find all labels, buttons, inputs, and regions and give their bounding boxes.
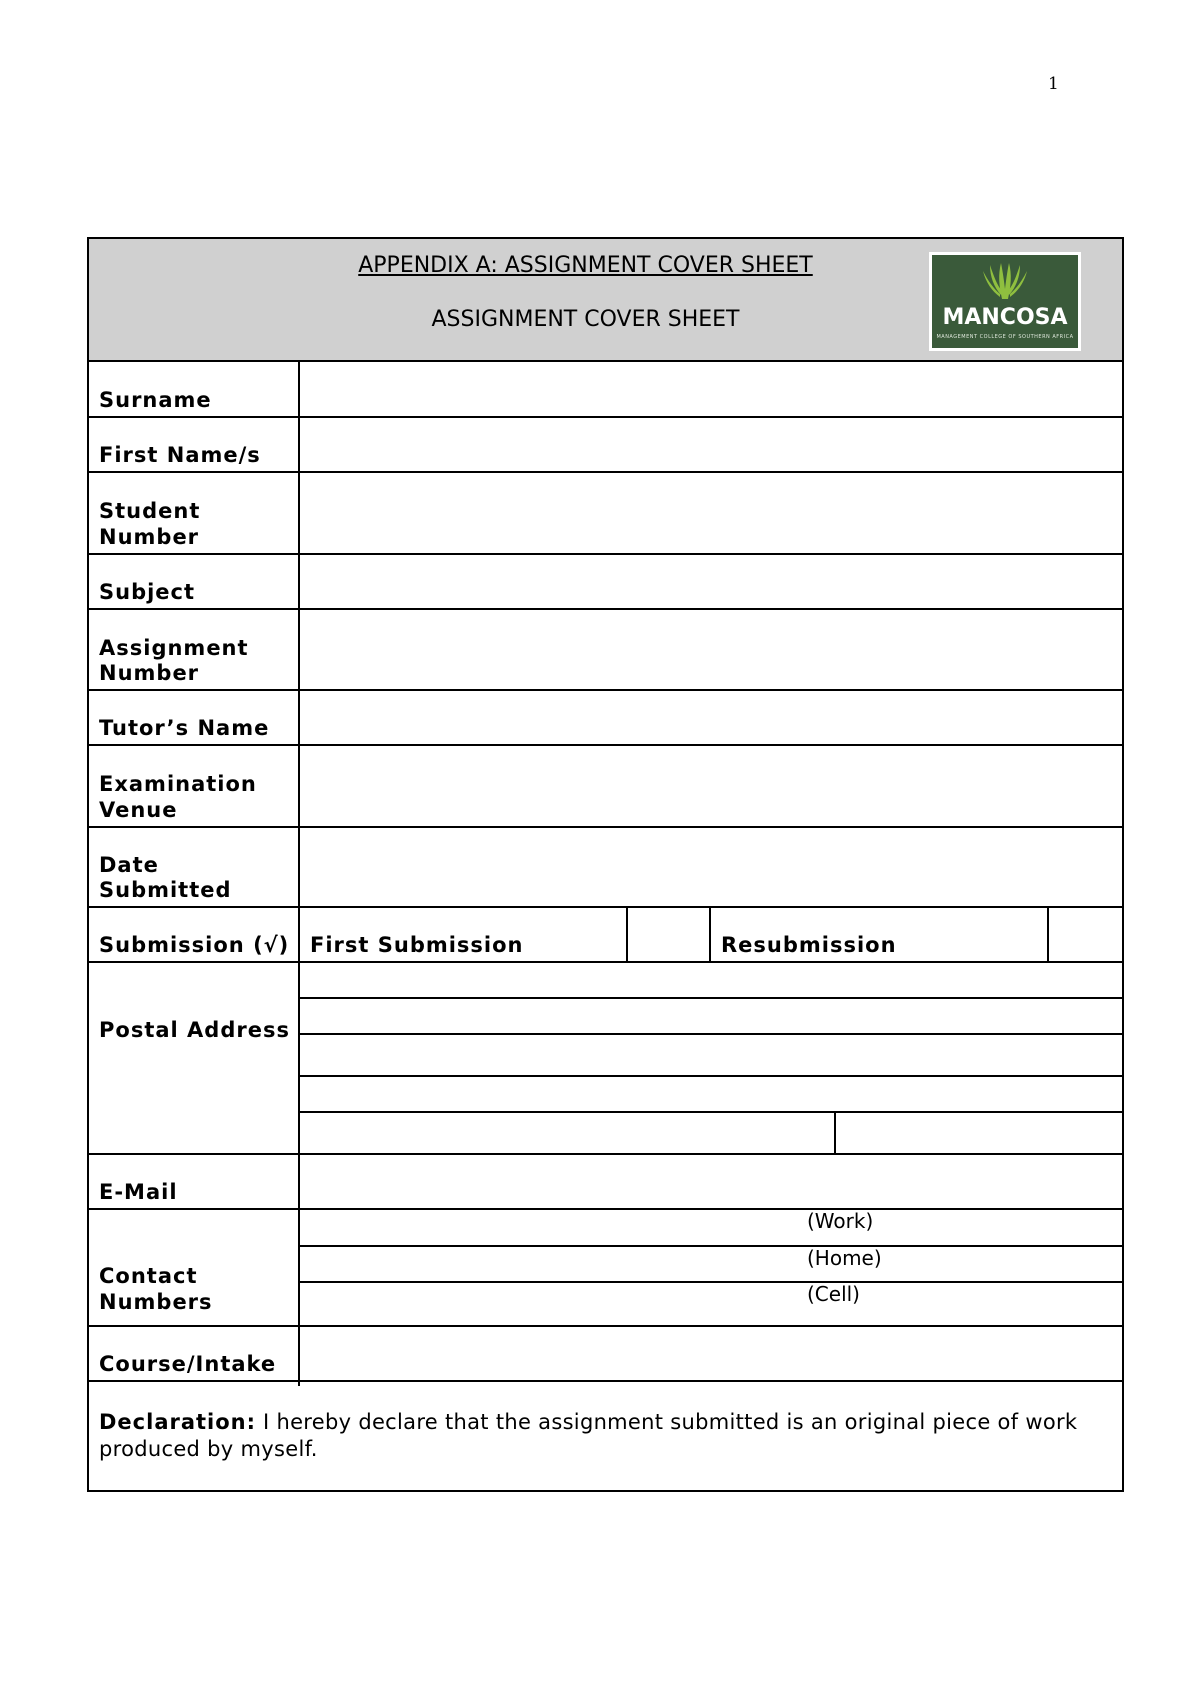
cover-sheet-title: ASSIGNMENT COVER SHEET — [431, 307, 740, 332]
declaration-label: Declaration: — [99, 1410, 257, 1434]
student-number-label-line2: Number — [99, 525, 200, 549]
tutor-name-label: Tutor’s Name — [99, 716, 270, 740]
row-border — [89, 553, 1122, 555]
row-border — [89, 826, 1122, 828]
resubmission-label: Resubmission — [721, 933, 897, 957]
date-submitted-label-line2: Submitted — [99, 878, 232, 902]
contact-home-label: (Home) — [807, 1246, 882, 1270]
contact-cell-label: (Cell) — [807, 1282, 860, 1306]
declaration — [99, 1409, 1109, 1463]
row-border — [89, 1153, 1122, 1155]
postal-line — [298, 1033, 1122, 1035]
row-border — [89, 1208, 1122, 1210]
declaration-text: I hereby declare that the assignment submitted is an original piece of work produced by myself. — [99, 1410, 1078, 1461]
contact-numbers-label-line2: Numbers — [99, 1290, 213, 1314]
mancosa-logo — [929, 252, 1081, 351]
contact-numbers-label-line1: Contact — [99, 1264, 198, 1288]
assignment-number-label-line2: Number — [99, 661, 200, 685]
contact-line — [298, 1245, 1122, 1247]
logo-wordmark: MANCOSA — [942, 305, 1068, 330]
postal-code-divider — [834, 1111, 836, 1153]
assignment-cover-sheet-form — [87, 237, 1124, 1492]
row-border — [89, 471, 1122, 473]
exam-venue-label-line1: Examination — [99, 772, 257, 796]
page-number: 1 — [1048, 74, 1059, 94]
label-column-divider — [298, 362, 300, 1386]
first-names-label: First Name/s — [99, 443, 261, 467]
surname-label: Surname — [99, 388, 212, 412]
assignment-number-label-line1: Assignment — [99, 636, 249, 660]
row-border — [89, 689, 1122, 691]
row-border — [89, 1325, 1122, 1327]
form-header — [89, 239, 1122, 362]
submission-label: Submission (√) — [99, 933, 290, 957]
submission-divider — [1047, 906, 1049, 961]
submission-divider — [709, 906, 711, 961]
course-intake-label: Course/Intake — [99, 1352, 277, 1376]
logo-subtext: MANAGEMENT COLLEGE OF SOUTHERN AFRICA — [936, 334, 1074, 340]
postal-line — [298, 997, 1122, 999]
appendix-title: APPENDIX A: ASSIGNMENT COVER SHEET — [358, 253, 813, 278]
subject-label: Subject — [99, 580, 196, 604]
row-border — [89, 1380, 1122, 1382]
tree-emblem-icon — [932, 255, 1078, 305]
postal-line — [298, 1075, 1122, 1077]
contact-line — [298, 1281, 1122, 1283]
date-submitted-label-line1: Date — [99, 853, 159, 877]
first-submission-label: First Submission — [310, 933, 524, 957]
contact-work-label: (Work) — [807, 1209, 874, 1233]
email-label: E-Mail — [99, 1180, 178, 1204]
exam-venue-label-line2: Venue — [99, 798, 178, 822]
student-number-label-line1: Student — [99, 499, 201, 523]
submission-divider — [626, 906, 628, 961]
row-border — [89, 608, 1122, 610]
row-border — [89, 961, 1122, 963]
row-border — [89, 416, 1122, 418]
row-border — [89, 906, 1122, 908]
postal-line — [298, 1111, 1122, 1113]
row-border — [89, 744, 1122, 746]
postal-address-label: Postal Address — [99, 1018, 290, 1042]
